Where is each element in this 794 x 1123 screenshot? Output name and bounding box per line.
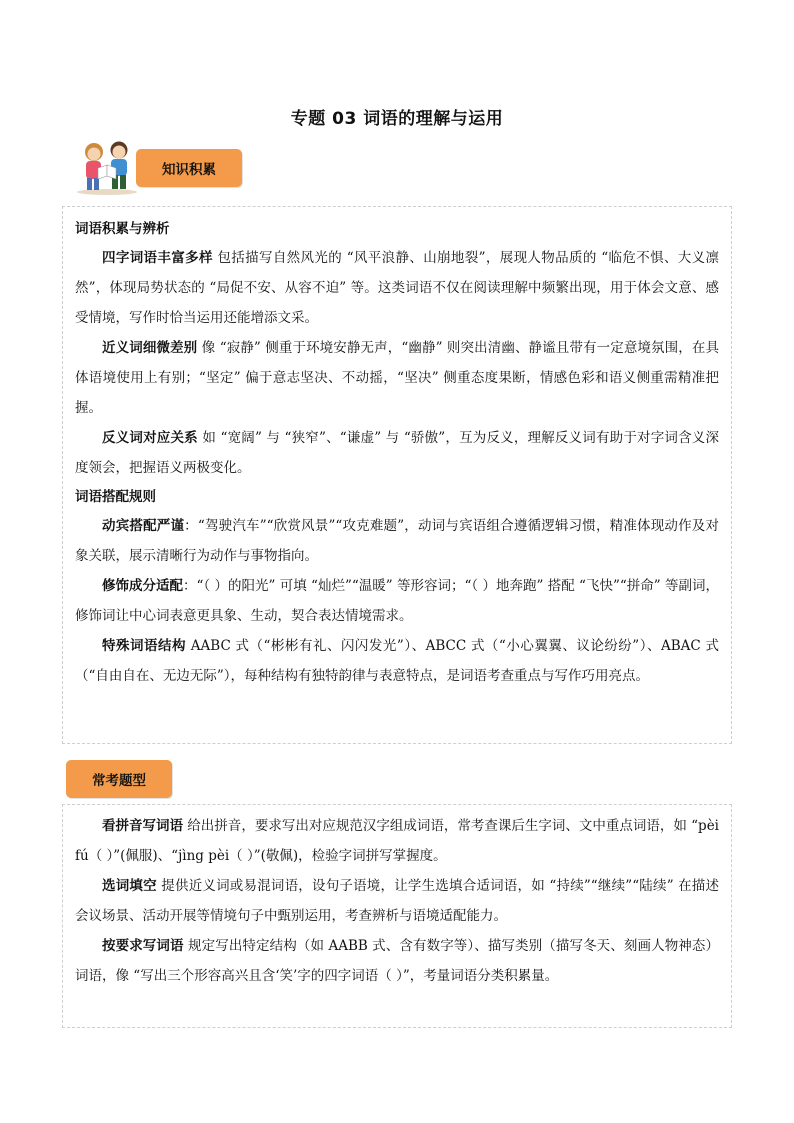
paragraph-text: 像 “寂静” 侧重于环境安静无声，“幽静” 则突出清幽、静谧且带有一定意境氛围，在具体语境使用上有别；“坚定” 偏于意志坚决、不动摇，“坚决” 侧重态度果断，情感色彩和语义侧重需精准把握。 — [75, 340, 719, 416]
paragraph-text: ：“（ ）的阳光” 可填 “灿烂”“温暖” 等形容词；“（ ）地奔跑” 搭配 “飞快”“拼命” 等副词，修饰词让中心词表意更具象、生动，契合表达情境需求。 — [75, 578, 719, 624]
keyword: 动宾搭配严谨 — [102, 518, 185, 534]
knowledge-box — [62, 206, 732, 744]
paragraph-antonyms — [75, 423, 719, 483]
children-reading-illustration — [74, 138, 140, 196]
paragraph-text: 提供近义词或易混词语，设句子语境，让学生选填合适词语，如 “持续”“继续”“陆续” 在描述会议场景、活动开展等情境句子中甄别运用，考查辨析与语境适配能力。 — [75, 878, 719, 924]
paragraph-fill-in — [75, 871, 719, 931]
keyword: 看拼音写词语 — [102, 818, 184, 834]
knowledge-badge: 知识积累 — [136, 149, 242, 187]
paragraph-pinyin — [75, 811, 719, 871]
section-heading: 词语积累与辨析 — [75, 221, 170, 237]
common-types-badge: 常考题型 — [66, 760, 172, 798]
paragraph-special-structures — [75, 631, 719, 691]
keyword: 按要求写词语 — [102, 938, 184, 954]
keyword: 选词填空 — [102, 878, 157, 894]
paragraph-text: ：“驾驶汽车”“欣赏风景”“攻克难题”，动词与宾语组合遵循逻辑习惯，精准体现动作及对象关联，展示清晰行为动作与事物指向。 — [75, 518, 719, 564]
paragraph-text: 如 “宽阔” 与 “狭窄”、“谦虚” 与 “骄傲”，互为反义，理解反义词有助于对字词含义深度领会，把握语义两极变化。 — [75, 430, 720, 476]
section-heading: 词语搭配规则 — [75, 489, 156, 505]
paragraph-text: AABC 式（“彬彬有礼、闪闪发光”）、ABCC 式（“小心翼翼、议论纷纷”）、ABAC 式（“自由自在、无边无际”），每种结构有独特韵律与表意特点，是词语考查重点与写作巧用亮点。 — [75, 638, 719, 684]
keyword: 反义词对应关系 — [102, 430, 198, 446]
keyword: 四字词语丰富多样 — [102, 250, 213, 266]
keyword: 近义词细微差别 — [102, 340, 198, 356]
paragraph-text: 包括描写自然风光的 “风平浪静、山崩地裂”，展现人物品质的 “临危不惧、大义凛然”，体现局势状态的 “局促不安、从容不迫” 等。这类词语不仅在阅读理解中频繁出现，用于体会文意、感受情境，写作时恰当运用还能增添文采。 — [75, 250, 720, 326]
paragraph-text: 规定写出特定结构（如 AABB 式、含有数字等）、描写类别（描写冬天、刻画人物神态）词语，像 “写出三个形容高兴且含‘笑’字的四字词语（ ）”，考量词语分类积累量。 — [75, 938, 720, 984]
paragraph-synonyms — [75, 333, 719, 423]
page-title: 专题 03 词语的理解与运用 — [290, 109, 504, 129]
paragraph-write-words — [75, 931, 719, 991]
keyword: 修饰成分适配 — [102, 578, 184, 594]
keyword: 特殊词语结构 — [102, 638, 186, 654]
paragraph-verb-object — [75, 511, 719, 571]
paragraph-text: 给出拼音，要求写出对应规范汉字组成词语，常考查课后生字词、文中重点词语，如 “pèi fú（ ）”(佩服)、“jìng pèi（ ）”(敬佩)，检验字词拼写掌握度。 — [75, 818, 720, 864]
paragraph-four-char-words — [75, 243, 719, 333]
common-types-box — [62, 804, 732, 1028]
paragraph-modifiers — [75, 571, 719, 631]
